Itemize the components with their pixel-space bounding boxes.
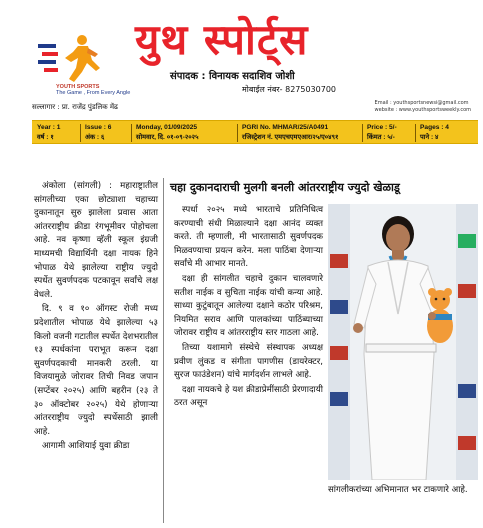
info-divider	[131, 124, 132, 142]
issue-info-bar	[32, 120, 478, 144]
paragraph: स्पर्धा २०२५ मध्ये भारताचे प्रतिनिधित्व करण्याची संधी मिळाल्याने दक्षा आनंद व्यक्त करते. ती म्हणाली, मी भारतासाठी सुवर्णपदक मिळवण्याचा प्रयत्न करेन. मला पाठिंबा देणाऱ्या सर्वांचे मी आभार मानते.	[174, 205, 323, 270]
info-divider	[80, 124, 81, 142]
article-column-middle	[174, 204, 323, 412]
logo-tagline: The Game , From Every Angle	[56, 90, 131, 96]
paragraph: अंकोला (सांगली) : महाराष्ट्रातील सांगलीच्या एका छोट्याशा चहाच्या दुकानातून सुरु झालेला प्रवास आता आंतरराष्ट्रीय क्रीडा रंगभूमीवर पोहोचला आहे. नव कृष्णा व्हॅली स्कूल इंग्रजी माध्यमची विद्यार्थिनी दक्षा नायक हिने भोपाळ येथे झालेल्या राष्ट्रीय ज्युदो स्पर्धेत सुवर्णपदक पटकावून सर्वांचे लक्ष वेधले.	[34, 181, 158, 300]
pgri-mr: रजिस्ट्रेशन नं. एमएचएमएआर/२५/ए०४९१	[242, 133, 339, 141]
year-mr: वर्ष : १	[37, 133, 54, 141]
email-text: Email : youthsportsnewsi@gmail.com	[374, 100, 469, 106]
athlete-photo	[328, 204, 478, 480]
column-divider	[163, 178, 164, 523]
year-en: Year : 1	[37, 124, 61, 131]
logo-caption	[56, 84, 146, 96]
judoka-with-medal-image	[328, 204, 478, 480]
pages-en: Pages : 4	[420, 124, 449, 131]
date-en: Monday, 01/09/2025	[136, 124, 198, 131]
mobile-number: मोबाईल नंबर- 8275030700	[242, 85, 336, 94]
paragraph: आगामी आशियाई युवा क्रीडा	[42, 441, 130, 452]
price-info	[367, 123, 397, 142]
article-column-left	[34, 180, 158, 455]
logo-text: YOUTH SPORTS	[56, 84, 100, 90]
masthead	[0, 0, 483, 118]
info-divider	[237, 124, 238, 142]
pgri-en: PGRI No. MHMAR/25/A0491	[242, 124, 329, 131]
date-mr: सोमवार, दि. ०१-०९-२०२५	[136, 133, 199, 141]
editor-name: संपादक : विनायक सदाशिव जोशी	[170, 71, 295, 82]
paragraph: दक्षा ही सांगलीत चहाचे दुकान चालवणारे सतीश नाईक व सुचिता नाईक यांची कन्या आहे. साध्या कुटुंबातून आलेल्या दक्षाने कठोर परिश्रम, नियमित सराव आणि पालकांच्या पाठिंब्याच्या जोरावर राष्ट्रीय व आंतरराष्ट्रीय स्तर गाठला आहे.	[174, 273, 323, 339]
date-info	[136, 123, 199, 142]
paragraph: दक्षा नायकचे हे यश क्रीडाप्रेमींसाठी प्रेरणादायी ठरत असून	[174, 384, 323, 409]
runner-logo-icon	[38, 32, 108, 84]
price-en: Price : 5/-	[367, 124, 397, 131]
info-divider	[362, 124, 363, 142]
contact-info	[375, 100, 471, 114]
pages-mr: पाने : ४	[420, 133, 439, 141]
year-info	[37, 123, 60, 142]
info-divider	[415, 124, 416, 142]
newspaper-title: युथ स्पोर्ट्स	[135, 15, 309, 64]
issue-mr: अंक : ६	[85, 133, 105, 141]
article-caption: सांगलीकरांच्या अभिमानात भर टाकणारे आहे.	[328, 485, 468, 495]
paragraph: दि. ९ व १० ऑगस्ट रोजी मध्य प्रदेशातील भोपाळ येथे झालेल्या ५३ किलो वजनी गटातील स्पर्धेत देशभरातील १३ स्पर्धकांना पराभूत करून दक्षा सुवर्णपदकाची मानकरी ठरली. या विजयामुळे जोरावर तिची निवड जपान (सप्टेंबर २०२५) आणि बहरीन (२३ ते ३० ऑक्टोबर २०२५) येथे होणाऱ्या आंतरराष्ट्रीय ज्युदो स्पर्धेसाठी झाली आहे.	[34, 304, 158, 437]
youth-sports-logo	[38, 32, 108, 84]
paragraph: तिच्या यशामागे संस्थेचे संस्थापक अध्यक्ष प्रवीण लुंकड व संगीता पागणीस (डायरेक्टर, सुरज फाउंडेशन) यांचे मार्गदर्शन लाभले आहे.	[174, 342, 323, 381]
issue-info	[85, 123, 111, 142]
issue-en: Issue : 6	[85, 124, 112, 131]
adviser-name: सल्लागार : प्रा. राजेंद्र पुंडलिक मेंढ	[32, 103, 118, 111]
article-headline: चहा दुकानदाराची मुलगी बनली आंतरराष्ट्रीय ज्युदो खेळाडू	[170, 181, 400, 194]
price-mr: किंमत : ५/-	[367, 133, 395, 141]
website-text: website : www.youthsportsweekly.com	[374, 107, 471, 113]
pages-info	[420, 123, 449, 142]
pgri-info	[242, 123, 338, 142]
